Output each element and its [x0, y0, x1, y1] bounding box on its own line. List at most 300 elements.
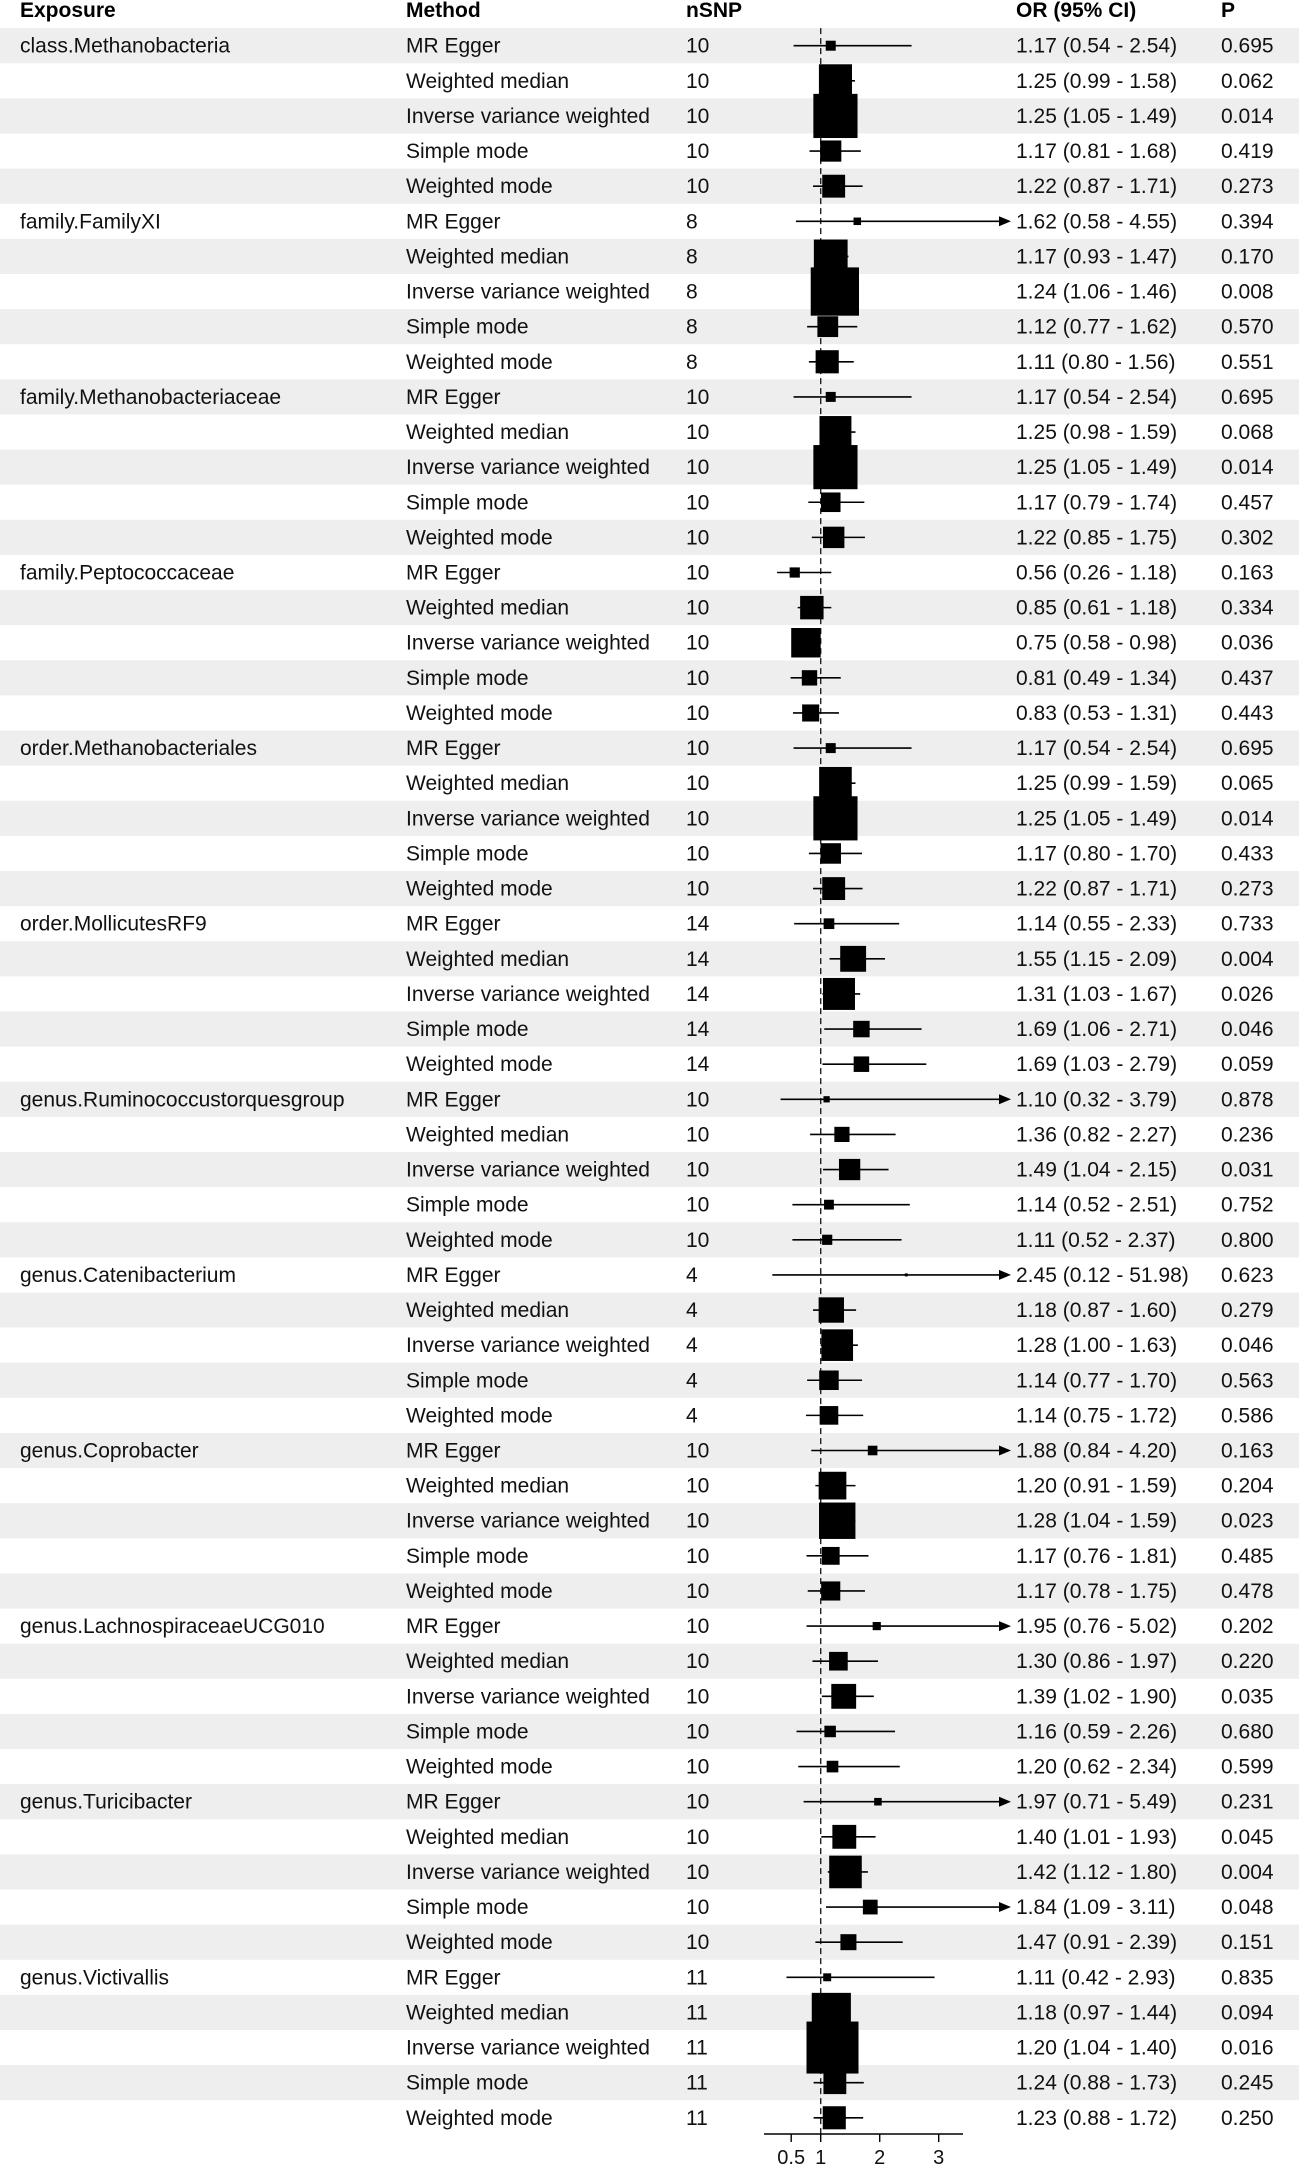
or-ci-value: 1.62 (0.58 - 4.55) [1016, 210, 1178, 234]
nsnp-value: 10 [686, 877, 710, 901]
p-value: 0.151 [1221, 1931, 1274, 1955]
point-estimate [790, 567, 800, 577]
method-label: MR Egger [406, 1615, 501, 1639]
point-estimate [826, 743, 836, 753]
method-label: Inverse variance weighted [406, 1334, 650, 1358]
point-estimate [802, 670, 817, 685]
exposure-label: genus.LachnospiraceaeUCG010 [20, 1615, 325, 1639]
table-row [406, 767, 1274, 800]
method-label: Inverse variance weighted [406, 807, 650, 831]
or-ci-value: 1.42 (1.12 - 1.80) [1016, 1860, 1178, 1884]
table-row [20, 913, 1274, 936]
point-estimate [819, 1472, 847, 1500]
or-ci-value: 1.14 (0.75 - 1.72) [1016, 1404, 1178, 1428]
point-estimate [823, 1973, 831, 1981]
or-ci-value: 1.17 (0.93 - 1.47) [1016, 245, 1178, 269]
x-tick-label: 3 [933, 2147, 945, 2169]
method-label: Inverse variance weighted [406, 982, 650, 1006]
or-ci-value: 1.95 (0.76 - 5.02) [1016, 1615, 1178, 1639]
nsnp-value: 10 [686, 1088, 710, 1112]
point-estimate [832, 1825, 856, 1849]
table-row [406, 1856, 1274, 1889]
nsnp-value: 10 [686, 385, 710, 409]
p-value: 0.220 [1221, 1650, 1274, 1674]
method-label: Simple mode [406, 666, 529, 690]
nsnp-value: 10 [686, 1650, 710, 1674]
header-method: Method [406, 0, 481, 22]
point-estimate [839, 1159, 860, 1180]
method-label: Weighted mode [406, 1579, 553, 1603]
method-label: Simple mode [406, 1018, 529, 1042]
method-label: Weighted mode [406, 1053, 553, 1077]
method-label: Simple mode [406, 1193, 529, 1217]
p-value: 0.273 [1221, 877, 1274, 901]
p-value: 0.695 [1221, 737, 1274, 761]
p-value: 0.026 [1221, 982, 1274, 1006]
or-ci-value: 0.85 (0.61 - 1.18) [1016, 596, 1178, 620]
ci-arrow-right [999, 1621, 1011, 1631]
or-ci-value: 1.17 (0.54 - 2.54) [1016, 385, 1178, 409]
method-label: Inverse variance weighted [406, 1860, 650, 1884]
p-value: 0.437 [1221, 666, 1274, 690]
point-estimate [813, 94, 857, 138]
method-label: Weighted median [406, 1123, 570, 1147]
p-value: 0.433 [1221, 842, 1274, 866]
p-value: 0.443 [1221, 701, 1274, 725]
point-estimate [800, 596, 823, 619]
header-or-ci: OR (95% CI) [1016, 0, 1137, 22]
nsnp-value: 14 [686, 947, 710, 971]
table-row [406, 1297, 1274, 1322]
table-row [406, 628, 1274, 657]
table-row [406, 350, 1274, 374]
point-estimate [821, 1581, 840, 1600]
p-value: 0.170 [1221, 245, 1274, 269]
p-value: 0.068 [1221, 421, 1274, 445]
point-estimate [826, 41, 836, 51]
or-ci-value: 1.69 (1.06 - 2.71) [1016, 1018, 1178, 1042]
p-value: 0.065 [1221, 772, 1274, 796]
x-tick-label: 0.5 [777, 2147, 806, 2169]
p-value: 0.031 [1221, 1158, 1274, 1182]
or-ci-value: 1.22 (0.87 - 1.71) [1016, 877, 1178, 901]
method-label: Simple mode [406, 1896, 529, 1920]
method-label: Weighted mode [406, 2106, 553, 2130]
point-estimate [819, 416, 851, 448]
method-label: Simple mode [406, 315, 529, 339]
exposure-label: genus.Victivallis [20, 1966, 170, 1990]
or-ci-value: 1.17 (0.81 - 1.68) [1016, 140, 1178, 164]
point-estimate [820, 140, 841, 161]
p-value: 0.623 [1221, 1263, 1274, 1287]
point-estimate [853, 1021, 869, 1037]
or-ci-value: 1.25 (1.05 - 1.49) [1016, 807, 1178, 831]
p-value: 0.014 [1221, 456, 1274, 480]
point-estimate [829, 1856, 862, 1889]
point-estimate [826, 392, 836, 402]
method-label: Simple mode [406, 491, 529, 515]
exposure-label: family.Methanobacteriaceae [20, 385, 282, 409]
exposure-label: family.Peptococcaceae [20, 561, 235, 585]
point-estimate [823, 978, 855, 1010]
or-ci-value: 1.25 (1.05 - 1.49) [1016, 456, 1178, 480]
point-estimate [819, 64, 852, 97]
point-estimate [823, 527, 844, 548]
p-value: 0.008 [1221, 280, 1274, 304]
nsnp-value: 10 [686, 666, 710, 690]
or-ci-value: 1.22 (0.87 - 1.71) [1016, 175, 1178, 199]
point-estimate [802, 704, 819, 721]
or-ci-value: 1.23 (0.88 - 1.72) [1016, 2106, 1178, 2130]
nsnp-value: 10 [686, 1228, 710, 1252]
nsnp-value: 10 [686, 1825, 710, 1849]
or-ci-value: 1.22 (0.85 - 1.75) [1016, 526, 1178, 550]
point-estimate [822, 877, 845, 900]
nsnp-value: 10 [686, 526, 710, 550]
method-label: Inverse variance weighted [406, 1685, 650, 1709]
p-value: 0.800 [1221, 1228, 1274, 1252]
table-row [406, 526, 1274, 549]
or-ci-value: 1.25 (0.98 - 1.59) [1016, 421, 1178, 445]
method-label: Weighted mode [406, 1755, 553, 1779]
nsnp-value: 14 [686, 912, 710, 936]
or-ci-value: 1.47 (0.91 - 2.39) [1016, 1931, 1178, 1955]
p-value: 0.273 [1221, 175, 1274, 199]
method-label: Inverse variance weighted [406, 1509, 650, 1533]
p-value: 0.046 [1221, 1018, 1274, 1042]
nsnp-value: 10 [686, 1544, 710, 1568]
or-ci-value: 1.20 (0.91 - 1.59) [1016, 1474, 1178, 1498]
nsnp-value: 10 [686, 1158, 710, 1182]
method-label: Weighted mode [406, 701, 553, 725]
or-ci-value: 1.20 (1.04 - 1.40) [1016, 2036, 1178, 2060]
nsnp-value: 8 [686, 210, 698, 234]
table-row [20, 210, 1274, 233]
point-estimate [817, 316, 838, 337]
nsnp-value: 10 [686, 1896, 710, 1920]
nsnp-value: 14 [686, 1018, 710, 1042]
method-label: Weighted mode [406, 350, 553, 374]
p-value: 0.045 [1221, 1825, 1274, 1849]
or-ci-value: 1.17 (0.78 - 1.75) [1016, 1579, 1178, 1603]
or-ci-value: 1.11 (0.52 - 2.37) [1016, 1228, 1176, 1252]
table-row [20, 562, 1274, 585]
nsnp-value: 8 [686, 280, 698, 304]
header-nsnp: nSNP [686, 0, 743, 22]
or-ci-value: 1.88 (0.84 - 4.20) [1016, 1439, 1178, 1463]
or-ci-value: 1.84 (1.09 - 3.11) [1016, 1896, 1176, 1920]
point-estimate [822, 1235, 832, 1245]
table-row [406, 1053, 1274, 1076]
point-estimate [816, 350, 839, 373]
method-label: MR Egger [406, 1263, 501, 1287]
p-value: 0.302 [1221, 526, 1274, 550]
nsnp-value: 10 [686, 772, 710, 796]
p-value: 0.563 [1221, 1369, 1274, 1393]
method-label: Inverse variance weighted [406, 104, 650, 128]
exposure-label: genus.Coprobacter [20, 1439, 199, 1463]
nsnp-value: 10 [686, 807, 710, 831]
table-row [406, 64, 1274, 97]
or-ci-value: 1.24 (1.06 - 1.46) [1016, 280, 1178, 304]
table-row [406, 1684, 1274, 1709]
point-estimate [822, 1547, 840, 1565]
table-row [406, 1545, 1274, 1568]
nsnp-value: 10 [686, 1439, 710, 1463]
point-estimate [827, 1761, 839, 1773]
table-row [406, 1472, 1274, 1500]
nsnp-value: 10 [686, 491, 710, 515]
point-estimate [823, 2071, 846, 2094]
p-value: 0.204 [1221, 1474, 1274, 1498]
point-estimate [813, 796, 857, 840]
p-value: 0.485 [1221, 1544, 1274, 1568]
point-estimate [829, 1652, 848, 1671]
or-ci-value: 0.75 (0.58 - 0.98) [1016, 631, 1178, 655]
nsnp-value: 10 [686, 1615, 710, 1639]
method-label: MR Egger [406, 1439, 501, 1463]
method-label: MR Egger [406, 1088, 501, 1112]
point-estimate [791, 628, 820, 657]
table-row [20, 1966, 1274, 1989]
or-ci-value: 1.17 (0.54 - 2.54) [1016, 737, 1178, 761]
nsnp-value: 10 [686, 701, 710, 725]
nsnp-value: 4 [686, 1404, 698, 1428]
or-ci-value: 1.55 (1.15 - 2.09) [1016, 947, 1178, 971]
p-value: 0.695 [1221, 34, 1274, 58]
table-row [406, 1404, 1274, 1427]
nsnp-value: 10 [686, 1193, 710, 1217]
point-estimate [821, 492, 841, 512]
point-estimate [813, 445, 857, 489]
nsnp-value: 11 [686, 2036, 708, 2060]
method-label: Inverse variance weighted [406, 1158, 650, 1182]
or-ci-value: 1.12 (0.77 - 1.62) [1016, 315, 1178, 339]
p-value: 0.279 [1221, 1299, 1274, 1323]
column-headers [20, 0, 1235, 22]
method-label: Weighted mode [406, 1404, 553, 1428]
p-value: 0.835 [1221, 1966, 1274, 1990]
nsnp-value: 4 [686, 1263, 698, 1287]
header-exposure: Exposure [20, 0, 116, 22]
p-value: 0.046 [1221, 1334, 1274, 1358]
or-ci-value: 1.17 (0.80 - 1.70) [1016, 842, 1178, 866]
table-row [406, 877, 1274, 900]
nsnp-value: 10 [686, 1579, 710, 1603]
method-label: Weighted median [406, 1299, 570, 1323]
nsnp-value: 10 [686, 842, 710, 866]
x-axis [764, 2134, 963, 2169]
table-row [406, 978, 1274, 1010]
p-value: 0.094 [1221, 2001, 1274, 2025]
table-row [406, 175, 1274, 198]
method-label: Weighted mode [406, 175, 553, 199]
point-estimate [854, 218, 862, 226]
method-label: Inverse variance weighted [406, 456, 650, 480]
exposure-label: class.Methanobacteria [20, 34, 231, 58]
or-ci-value: 1.17 (0.79 - 1.74) [1016, 491, 1178, 515]
p-value: 0.680 [1221, 1720, 1274, 1744]
table-row [406, 1580, 1274, 1603]
or-ci-value: 1.69 (1.03 - 2.79) [1016, 1053, 1178, 1077]
or-ci-value: 1.14 (0.52 - 2.51) [1016, 1193, 1178, 1217]
method-label: Weighted median [406, 2001, 570, 2025]
p-value: 0.733 [1221, 912, 1274, 936]
or-ci-value: 1.30 (0.86 - 1.97) [1016, 1650, 1178, 1674]
or-ci-value: 1.18 (0.87 - 1.60) [1016, 1299, 1178, 1323]
nsnp-value: 11 [686, 2001, 708, 2025]
nsnp-value: 4 [686, 1299, 698, 1323]
or-ci-value: 1.24 (0.88 - 1.73) [1016, 2071, 1178, 2095]
nsnp-value: 10 [686, 1755, 710, 1779]
ci-arrow-right [999, 1902, 1011, 1912]
exposure-label: genus.Turicibacter [20, 1790, 192, 1814]
nsnp-value: 10 [686, 737, 710, 761]
p-value: 0.048 [1221, 1896, 1274, 1920]
nsnp-value: 11 [686, 1966, 708, 1990]
p-value: 0.062 [1221, 69, 1274, 93]
method-label: Weighted mode [406, 526, 553, 550]
method-label: Simple mode [406, 1720, 529, 1744]
nsnp-value: 10 [686, 104, 710, 128]
nsnp-value: 10 [686, 1860, 710, 1884]
or-ci-value: 1.18 (0.97 - 1.44) [1016, 2001, 1178, 2025]
nsnp-value: 10 [686, 631, 710, 655]
table-row [406, 1194, 1274, 1217]
method-label: Simple mode [406, 2071, 529, 2095]
point-estimate [824, 918, 835, 929]
nsnp-value: 10 [686, 34, 710, 58]
point-estimate [822, 175, 845, 198]
method-label: Weighted median [406, 1650, 570, 1674]
p-value: 0.202 [1221, 1615, 1274, 1639]
or-ci-value: 1.28 (1.04 - 1.59) [1016, 1509, 1178, 1533]
method-label: Inverse variance weighted [406, 280, 650, 304]
nsnp-value: 10 [686, 1509, 710, 1533]
point-estimate [905, 1273, 908, 1276]
nsnp-value: 10 [686, 596, 710, 620]
method-label: Weighted mode [406, 877, 553, 901]
p-value: 0.457 [1221, 491, 1274, 515]
or-ci-value: 0.56 (0.26 - 1.18) [1016, 561, 1178, 585]
nsnp-value: 10 [686, 1790, 710, 1814]
exposure-label: order.Methanobacteriales [20, 737, 257, 761]
method-label: MR Egger [406, 1790, 501, 1814]
or-ci-value: 1.97 (0.71 - 5.49) [1016, 1790, 1178, 1814]
method-label: Weighted median [406, 245, 570, 269]
method-label: Weighted median [406, 1825, 570, 1849]
p-value: 0.695 [1221, 385, 1274, 409]
method-label: Weighted median [406, 1474, 570, 1498]
or-ci-value: 1.10 (0.32 - 3.79) [1016, 1088, 1178, 1112]
point-estimate [840, 946, 866, 972]
table-row [406, 702, 1274, 725]
p-value: 0.878 [1221, 1088, 1274, 1112]
or-ci-value: 0.83 (0.53 - 1.31) [1016, 701, 1178, 725]
table-row [406, 140, 1274, 163]
point-estimate [811, 267, 859, 315]
table-row [20, 1264, 1274, 1287]
p-value: 0.004 [1221, 1860, 1274, 1884]
p-value: 0.570 [1221, 315, 1274, 339]
or-ci-value: 1.14 (0.55 - 2.33) [1016, 912, 1178, 936]
p-value: 0.036 [1221, 631, 1274, 655]
exposure-label: genus.Ruminococcustorquesgroup [20, 1088, 345, 1112]
nsnp-value: 10 [686, 140, 710, 164]
point-estimate [819, 1503, 855, 1539]
exposure-label: order.MollicutesRF9 [20, 912, 207, 936]
nsnp-value: 11 [686, 2106, 708, 2130]
p-value: 0.236 [1221, 1123, 1274, 1147]
table-row [406, 1159, 1274, 1182]
table-row [406, 1756, 1274, 1779]
point-estimate [831, 1684, 856, 1709]
point-estimate [824, 1726, 836, 1738]
nsnp-value: 10 [686, 1931, 710, 1955]
or-ci-value: 1.25 (0.99 - 1.58) [1016, 69, 1178, 93]
p-value: 0.334 [1221, 596, 1274, 620]
or-ci-value: 1.11 (0.42 - 2.93) [1016, 1966, 1176, 1990]
table-row [20, 1615, 1274, 1638]
table-row [406, 416, 1274, 448]
method-label: Weighted mode [406, 1931, 553, 1955]
or-ci-value: 1.39 (1.02 - 1.90) [1016, 1685, 1178, 1709]
table-row [406, 1825, 1274, 1849]
nsnp-value: 10 [686, 456, 710, 480]
or-ci-value: 1.25 (1.05 - 1.49) [1016, 104, 1178, 128]
method-label: Simple mode [406, 140, 529, 164]
or-ci-value: 1.31 (1.03 - 1.67) [1016, 982, 1178, 1006]
method-label: MR Egger [406, 561, 501, 585]
or-ci-value: 1.36 (0.82 - 2.27) [1016, 1123, 1178, 1147]
or-ci-value: 1.49 (1.04 - 2.15) [1016, 1158, 1178, 1182]
nsnp-value: 4 [686, 1369, 698, 1393]
method-label: MR Egger [406, 912, 501, 936]
or-ci-value: 1.40 (1.01 - 1.93) [1016, 1825, 1178, 1849]
method-label: MR Egger [406, 210, 501, 234]
point-estimate [824, 1200, 834, 1210]
or-ci-value: 1.25 (0.99 - 1.59) [1016, 772, 1178, 796]
x-tick-label: 1 [815, 2147, 827, 2169]
ci-arrow-right [999, 216, 1011, 226]
method-label: Inverse variance weighted [406, 631, 650, 655]
table-row [406, 1650, 1274, 1673]
point-estimate [873, 1622, 881, 1630]
p-value: 0.014 [1221, 104, 1274, 128]
table-row [406, 491, 1274, 514]
p-value: 0.035 [1221, 1685, 1274, 1709]
p-value: 0.059 [1221, 1053, 1274, 1077]
method-label: Weighted median [406, 421, 570, 445]
nsnp-value: 10 [686, 175, 710, 199]
p-value: 0.163 [1221, 561, 1274, 585]
method-label: Inverse variance weighted [406, 2036, 650, 2060]
nsnp-value: 4 [686, 1334, 698, 1358]
p-value: 0.394 [1221, 210, 1274, 234]
p-value: 0.245 [1221, 2071, 1274, 2095]
point-estimate [807, 2022, 859, 2074]
p-value: 0.014 [1221, 807, 1274, 831]
method-label: Weighted median [406, 69, 570, 93]
nsnp-value: 10 [686, 561, 710, 585]
nsnp-value: 8 [686, 315, 698, 339]
or-ci-value: 1.11 (0.80 - 1.56) [1016, 350, 1176, 374]
method-label: Simple mode [406, 1544, 529, 1568]
method-label: MR Egger [406, 1966, 501, 1990]
method-label: Weighted median [406, 947, 570, 971]
method-label: Simple mode [406, 1369, 529, 1393]
nsnp-value: 8 [686, 245, 698, 269]
